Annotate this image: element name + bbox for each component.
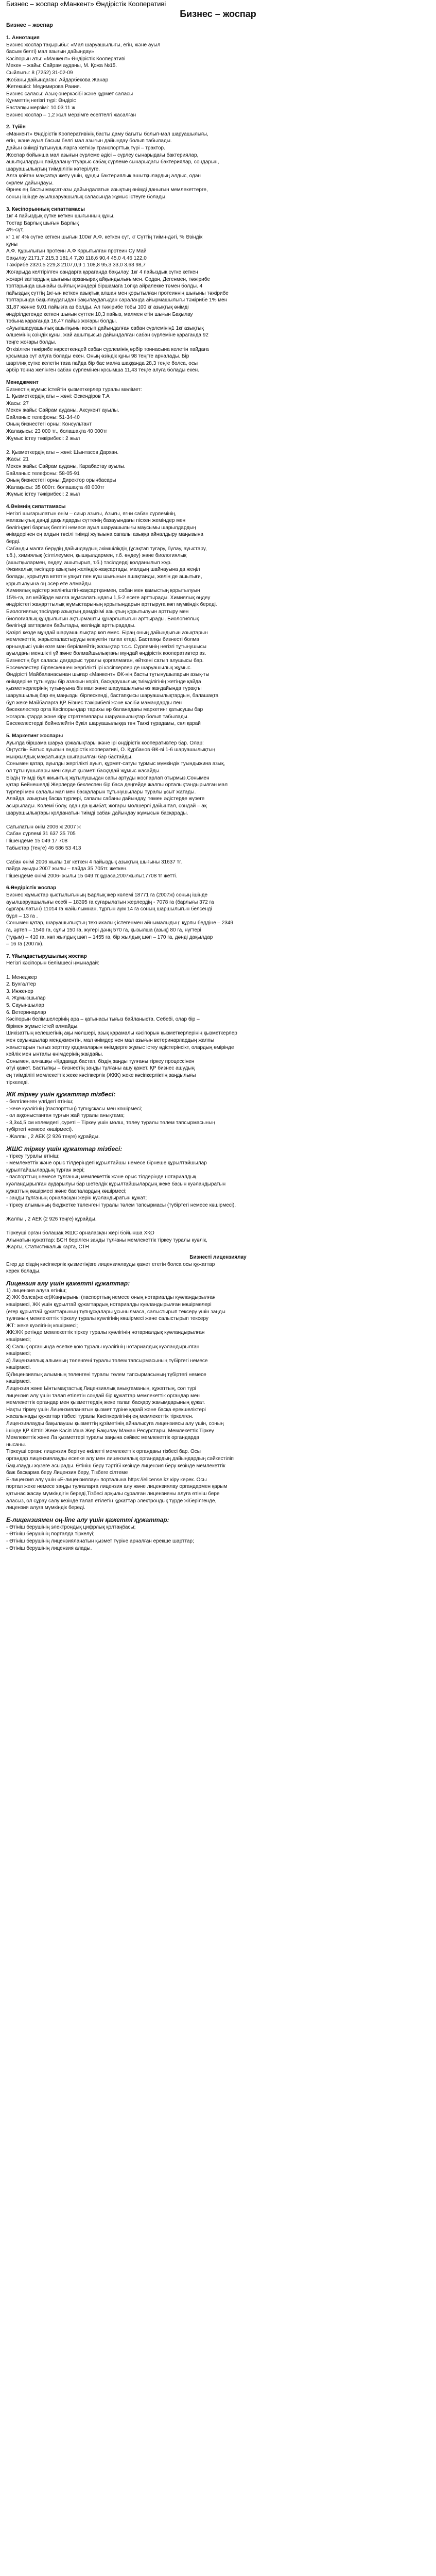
section-heading: 1. Аннотация bbox=[6, 35, 40, 41]
text-line: асырылады. Көлемі болу, одан да қымбат, жоғары мөлшерлі дайынтал, сондай – ақ bbox=[6, 803, 207, 809]
text-line: Сабанды малға берудің дайындаудың әкімшілікдің (ұсақтап туғару, булау, ауыстару, bbox=[6, 546, 207, 552]
text-line: теңге жоғары болды. bbox=[6, 339, 57, 345]
text-line: қосымша сүт алуға болады екен. Оның өзіндік құны 98 теңгте арналады. Бір bbox=[6, 353, 189, 360]
section-heading: 2. Түйін bbox=[6, 124, 26, 130]
text-line: Негізгі кәсіпорын белімшесі ңмынадай: bbox=[6, 960, 99, 967]
list-item: Нақты тіркеу үшін Лицензияланатын қызмет түріне қарай және басқа ерекшеліктері bbox=[6, 1406, 206, 1413]
section-heading: 6.Өндірістік жоспар bbox=[6, 885, 57, 891]
text-line: Жоспар бойынша мал азығын сүрлеме әдісі – сүрлеу сынарыдағы бактериялар, bbox=[6, 152, 199, 158]
list-item: - Өтініш берушінің лицензия алады. bbox=[6, 1545, 92, 1551]
text-line: кг 1 кг 4% сүтке кеткен шығын 100кг А.Ф. кеткен сүт, кг Сүттің тиімн-дәгі, % Өзіндік bbox=[6, 234, 203, 241]
text-line: Байланыс телефоны: 58-05-91 bbox=[6, 470, 80, 477]
text-line: Бәсекелестер бірлескеннен жергілікті ірі кәсіпкерлер де шаруашылық жұмыс. bbox=[6, 665, 192, 671]
text-line: өнімдерінен ең алдын тәсілі тиімді жұпыына сапалы азыққа айналдыру маңызына bbox=[6, 532, 203, 538]
text-line: өндірілдегенде кеткен шығын сүттен 10,3 пайыз, малмен етін шығын Бақылау bbox=[6, 311, 193, 317]
text-line: т.б.), химиялық (сілтілеумен, қышқылдармен, т.б. өңдеу) және биологиялық bbox=[6, 553, 186, 559]
text-line: ауылдағы меншікті үй және болмайшылықтағы мұндай өндірістік кооперативтер аз. bbox=[6, 651, 206, 657]
text-line: Сыйлығы: 8 (7252) 31-02-09 bbox=[6, 70, 73, 76]
section-organizational-plan bbox=[6, 953, 430, 1086]
list-item: баж басқарма беру Лицензия беру, Тізбеге сілтеме bbox=[6, 1470, 128, 1476]
text-line: 15%-ға, ал кейбірде малға жұмсалатындағы 1,5-2 есеге арттырады. Химиялық өңдеу bbox=[6, 595, 211, 601]
text-line: құны bbox=[6, 241, 18, 247]
section-marketing-plan bbox=[6, 733, 430, 879]
list-item: - тіркеу туралы өтініш; bbox=[6, 1153, 60, 1159]
text-line: – 16 га (2007ж). bbox=[6, 941, 44, 947]
text-line: А.Ф. Құрылығын протеин А.Ф Қорытылған протеин Су Май bbox=[6, 248, 147, 255]
text-line: қатар Бейнешелді Жерлерде беклеспен бір баса деңгейде жалпы орталықтандырылған мал bbox=[6, 782, 228, 788]
text-line: Сонымен, алғашқы «Қадамда бастап, біздің заңды тұлғаны тіркеу процессінен bbox=[6, 1058, 195, 1064]
list-item: - ол аққоныстанған тұрғын жай туралы анықтама; bbox=[6, 1113, 125, 1119]
table-line: Табыстар (теңге) 46 686 53 413 bbox=[6, 845, 81, 851]
section-heading: 3. Кәсіпорынның сипаттамасы bbox=[6, 206, 85, 212]
text-line: «Ауылшаруашылық ашытқыны косып дайындалған сабан сүрлемінің1 1кг азықтық bbox=[6, 325, 204, 331]
list-item: ЖТ: жеке куәлігінің көшірмесі; bbox=[6, 1323, 78, 1329]
text-line: шартлиқ сүтке келетін таза пайда бір бас малға шаққанда 28,3 теңге болса, осы bbox=[6, 360, 198, 366]
section-heading: 4.Өнімнің сипаттамасы bbox=[6, 504, 66, 510]
text-line: Мекен – жайы: Сайрам ауданы, М. Қожа №15. bbox=[6, 63, 117, 69]
text-line: мыңжылдық мақсатында шығарылған бар бастайды. bbox=[6, 754, 133, 760]
text-line: Оның бизнестегі орны: Директор орынбасары bbox=[6, 478, 116, 484]
text-line: сұрғарылатын) 11014 га жайылымнан, тұрғын аум 14 га соның шаршылығын белсенді bbox=[6, 906, 212, 912]
list-item: көшірмесі; bbox=[6, 1336, 31, 1343]
list-item: көшірмесі, ЖК үшін құрылтай құжаттардың нотариалды куәландырылған көшірмелері bbox=[6, 1301, 212, 1308]
text-line: Химиялық әдістер желінгіштігі-жақсартқанмен, сабан мен қамыстың қорытылуын bbox=[6, 588, 200, 594]
text-line: Алынатын құжаттар: БСН берілген заңды тұлғаны мемлекеттік тіркеу туралы куәлік, bbox=[6, 1237, 207, 1243]
list-item: 2. Бухгалтер bbox=[6, 981, 36, 988]
text-line: Бастапқы мерзімі: 10.03.11 ж bbox=[6, 105, 75, 111]
list-item: 4) Лицензиялық алымның төленгені туралы төлем тапсырмасының түбіртегі немесе bbox=[6, 1358, 208, 1364]
text-line: Бизнес жоспар тақырыбы: «Мал шаруашылығы, егін, және ауыл bbox=[6, 42, 161, 48]
list-item: Тіркеуші орган: лицензия берітуе өкілетті мемлекеттік органдағы тізбесі бар. Осы bbox=[6, 1449, 201, 1455]
text-line: Сонымен қатар, ауылды жергілікті ауыл, құрмет-сатуы тұрмыс мүмкіндік туындыжина азық, bbox=[6, 761, 225, 767]
text-line: Байланыс телефоны: 51-34-40 bbox=[6, 414, 80, 420]
text-line: өнімдеріне тұтынуды бір азаюын көріп, басқарушылық тиімділігінің жетінде қайда bbox=[6, 679, 201, 685]
text-line: Тіркеуші орган болашақ ЖШС орналасқан жері бойынша ХҚО bbox=[6, 1230, 154, 1236]
text-line: мемлекеттік, жарыспаластыруды әлеуетін талап етеді. Бастапқы бизнесті болма bbox=[6, 637, 199, 643]
section-heading: Менеджмент bbox=[6, 379, 39, 385]
text-line: бұл жеке Майбаларға.ҚР. Бізнес тәжірибелі және кәсіби мамандарды пен bbox=[6, 700, 182, 706]
section-registration bbox=[6, 1090, 430, 1552]
text-line: басым белгі) мал азығын дайындау» bbox=[6, 49, 94, 55]
section-heading: 7. Ұйымдастырушылық жоспар bbox=[6, 953, 87, 959]
text-line: Жоғарыда келтірілген сандарға қарағанда бақылау, 1кг 4 пайыздық сүтке кеткен bbox=[6, 269, 198, 275]
list-item: 4. Жұмысшылар bbox=[6, 995, 46, 1002]
text-line: (ашытқылармен, өңдеу, ашытырып, т.б.) тәсілдерді қолданылып жүр. bbox=[6, 560, 172, 566]
list-item: - заңды тұлғаның орналасқан жерін куәландыратын құжат; bbox=[6, 1195, 147, 1201]
list-item: 3) Салық органында есепке қою туралы куәлігінің нотариалдық куәландырылған bbox=[6, 1344, 200, 1350]
window-title: Бизнес – жоспар «Манкент» Өндірістік Кооперативі bbox=[6, 0, 166, 8]
text-line: 31,87 жәнне 9,01 пайызға аз болды. Ал тәжірибе тобы 100 кг азықтық өнімді bbox=[6, 304, 189, 310]
text-line: Оңтүстік- Батыс ауылын өндірістік кооперативі, О. Құрбанов ӨК-ві 1-6 шаруашылықтың bbox=[6, 747, 216, 753]
text-line: Егер де сіздің кәсіпкерлік қызметіңізге лицензиялауды қажет ететін болса осы құжаттар bbox=[6, 1261, 215, 1267]
text-line: тіркеледі. bbox=[6, 1079, 29, 1086]
list-item: тұлғаның мемлекеттік тіркелу туралы куәлігінің көшірмесі және салыстырып тексеру bbox=[6, 1316, 208, 1322]
text-line: 1кг 4 пайыздық сүтке кеткен шығынның құны. bbox=[6, 213, 115, 219]
text-line: Бизнестің бұл саласы дағдарыс туралы қорғалмаған, өйткені сатып алушысы бар. bbox=[6, 658, 204, 664]
text-line: Өрнек ең басты мақсат-азы дайындалатын азықтың өнімді данығын мемлекеттерге, bbox=[6, 187, 208, 193]
heading-licensing: Бизнесті лицензиялау bbox=[189, 1254, 247, 1260]
list-item: құжаттың көшірмесі және баспалардың көшірмесі; bbox=[6, 1188, 127, 1194]
list-item: 5. Сауыншылар bbox=[6, 1002, 44, 1008]
text-line: ашытқылардың пайдалану-ттуарыс сабақ сүрлеме сынарыдағы бактериялар, сондарын, bbox=[6, 159, 219, 165]
section-production-plan bbox=[6, 885, 430, 947]
text-line: өтуі қажет. Бастыпқы – бизнестің заңды тұлғаны ашу қажет. ҚР бизнес ашудың bbox=[6, 1065, 195, 1072]
text-line: Жұмыс істеу тәжірибесі: 2 жыл bbox=[6, 492, 80, 498]
text-line: орнындысі үшін өзге мән берілмейтің жазықтар т.с.с. Сүрлемнің негізгі тұтынушысы bbox=[6, 643, 206, 650]
text-line: болады, қорытуға кететін уақыт пен күш шығынын ашақтаиды, желін де ашытығи, bbox=[6, 573, 202, 580]
document-subtitle: Бизнес – жоспар bbox=[6, 22, 53, 28]
text-line: топтарында бақылаудағыдан бақылаудағыдан сараланда айырмашылығы тәжірибе 1% мен bbox=[6, 297, 228, 303]
text-line: Кәсіпорын аты: «Манкент» Өндірістік Кооперативі bbox=[6, 56, 126, 62]
list-item: 2) ЖК болса(жеке)Жаңғырыны (паспорттың немесе оның нотариалды куәландырылған bbox=[6, 1295, 216, 1301]
section-summary bbox=[6, 124, 430, 201]
list-item: жасалынады құжаттар тізбесі туралы Кәсіпкерлігінің ең мемлекеттік тіркелген. bbox=[6, 1414, 194, 1420]
text-line: ол тұтынушылары мен сауыт қызметі басқадай жұмыс жасайды. bbox=[6, 768, 161, 774]
list-item: - Өтініш берушінің порталда тіркелуі; bbox=[6, 1531, 95, 1537]
text-line: биологиялық құндылығын ақтырмашты құнарлылығын арттырады. Биологиялық bbox=[6, 616, 199, 622]
list-item: 1) лицензия алуға өтініш; bbox=[6, 1287, 67, 1294]
text-line: сүрлем дайындауы. bbox=[6, 180, 54, 186]
text-line: өлшемінің өзіндік құны, жай ашытқысыз дайындалған сабан сүрлеміне қарағанда 92 bbox=[6, 332, 208, 338]
text-line: кейлік мен ынталы өнімдерінің жағдайы. bbox=[6, 1052, 103, 1058]
text-line: бөлігіндегі барлық белгілі немесе ауыл шаруашылығы маусымы шарылдардың bbox=[6, 524, 196, 531]
list-item: Лицензиялауды бақылаушы қызметтің құзіметінің айналысуға лицензиясы алу үшін, соның bbox=[6, 1421, 224, 1427]
list-item: Мемлекеттік және Ла қызметтері туралы заңына сәйкес мемлекеттік органдарда bbox=[6, 1435, 199, 1441]
text-line: соның ішінде ауылшаруашылық саласында жұмыс істеуге болады. bbox=[6, 194, 167, 200]
list-item: портал жеке немесе заңды тұлғаларға лицензия алу және лицензиялау органдармен қарым bbox=[6, 1484, 228, 1490]
list-item: 1. Менеджер bbox=[6, 974, 37, 980]
text-line: «Манкент» Өндірістік Кооперативінің басты даму бағыты болып-мал шаруашылығы, bbox=[6, 131, 208, 137]
list-item: - тіркеу алымының бюджетке төленгені туралы төлем тапсырмасы (түбіртегі немесе көшірмесі). bbox=[6, 1202, 236, 1208]
text-line: Жобаны дайындаған: Айдарбекова Жанар bbox=[6, 77, 109, 83]
text-line: Жұмыс істеу тәжірибесі: 2 жыл bbox=[6, 435, 80, 442]
text-line: Сабан өнімі 2006 жылы 1кг кеткен 4 пайыздық азықтың шығыны 31637 тг. bbox=[6, 859, 182, 865]
text-line: 4%-сүт, bbox=[6, 227, 24, 233]
section-management bbox=[6, 379, 430, 498]
text-line: ең тиімділігі мемлекеттік жеке кәсіпкерлік (ЖКК) жеке кәсіпкерліктің заңдылығы bbox=[6, 1072, 196, 1078]
section-enterprise-description bbox=[6, 206, 430, 374]
list-item: аласыз, ол сұрау салу кезінде талап етілетін құжаттар электрондық түрде жіберілгенде, bbox=[6, 1498, 217, 1504]
text-line: бөлігінді заттармен байытады, желіндік арттырадады. bbox=[6, 623, 136, 629]
text-line: әрбір тонна желінген сабан сүрлемінен қосымша 11,43 теңге алуға болады екен. bbox=[6, 367, 199, 374]
list-item: - Өтініш берушінің электрондық цифрлық қолтаңбасы; bbox=[6, 1524, 136, 1530]
text-line: Оның бизнестегі орны: Консультант bbox=[6, 421, 92, 428]
text-line: қызметкерлерінің тұтынуына біз мал және шаруашылығы өз жағдайында тұрақты bbox=[6, 686, 202, 692]
text-line: Жарғы, Статистикалық карта, СТН bbox=[6, 1244, 89, 1250]
text-line: берді. bbox=[6, 538, 21, 545]
text-line: Дайын өнімді тұтынушыларға жеткізу транспорттық түрі – трактор. bbox=[6, 145, 165, 151]
text-line: Тостар Барлық шығын Барлық bbox=[6, 220, 79, 226]
text-line: түрлері мен салалы мал мен басқаларын тұтынушылары туралы ұсыт жатады. bbox=[6, 789, 196, 795]
section-product-description bbox=[6, 503, 430, 727]
list-item: 5)Лицензиялық алымның төленгені туралы төлем тапсырмасының түбіртегі немесе bbox=[6, 1371, 206, 1378]
text-line: өндірістегі жаңарттылық жұмыстарының қорытындарын арттыруға көп мүмкіндік береді. bbox=[6, 602, 217, 608]
list-item: - жеке куәлігінің (паспорттың) түпнұсқасы мен көшірмесі; bbox=[6, 1106, 143, 1112]
text-line: Физикалық тәсілдер азықтың желіндік-жақсартады, малдың шайнауына да жеңіл bbox=[6, 567, 200, 573]
list-item: 3. Инженер bbox=[6, 988, 33, 994]
list-item: - мемлекеттік және орыс тілдеріндегі құрылтайшы немесе бірнеше құрылтайшылар bbox=[6, 1160, 207, 1166]
list-item: - 3,3х4,5 см көлемдегі ,суреті – Тіркеу үшін мөлш, төлеу туралы төлем тапсырмасының bbox=[6, 1120, 215, 1126]
list-item: нысаны. bbox=[6, 1442, 26, 1448]
text-line: Бизнес саласы: Азық-өнеркәсібі және құрмет саласы bbox=[6, 91, 133, 97]
text-line: Жалпы , 2 АЕК (2 926 теңге) құрайды. bbox=[6, 1216, 97, 1222]
text-line: шаруашылықтың тиімділігін көтерілуге. bbox=[6, 166, 100, 172]
list-item: - белгіленген үлгідегі өтініш; bbox=[6, 1099, 74, 1105]
text-line: га, әртеп – 1549 га, сұлы 150 га, жүгері дәнң 570 га, қызылша (азық) 80 га, нүгтері bbox=[6, 927, 201, 934]
text-line: жоғарлықтарда және кіру стратегиялары шаруашылықтар болып табылады. bbox=[6, 714, 189, 720]
heading-llp-documents: ЖШС тіркеу үшін құжаттар тізбесі: bbox=[6, 1145, 123, 1153]
list-item: органдар лицензиялауды есепке алу мен лицензиялық органдардың дайындардың сәйкестіліп bbox=[6, 1456, 234, 1462]
text-line: Мекен жайы: Сайрам ауданы, Аксукент ауылы. bbox=[6, 408, 119, 414]
text-line: Тәжірибе 2320,5 229,3 2107,0,9 1 108,8 95,3 33,0 3,63 98,7 bbox=[6, 262, 146, 268]
text-line: 1. Қызметкердің аты – жөні: Әскендіров Т.А bbox=[6, 394, 110, 400]
list-item: - Жалпы , 2 АЕК (2 926 теңге) құрайды. bbox=[6, 1134, 100, 1140]
text-line: Биологиялық тәсілдер азықтың дәмдізімі азықтың қорытылуын арттыру мен bbox=[6, 608, 189, 615]
text-line: 2. Қызметкердің аты – жөні: Шынтасов Дархан. bbox=[6, 449, 119, 455]
text-line: Құнметтің негізгі түрі: Өндіріс bbox=[6, 98, 76, 104]
table-line: Пішендеме 15 049 17 708 bbox=[6, 838, 68, 844]
text-line: Өткізілген тәжірибе көрсеткендей сабан сүрлемінің әрбір тоннасына келетін пайдаға bbox=[6, 346, 209, 352]
heading-ie-documents: ЖК тіркеу үшін құжаттар тізбесі: bbox=[6, 1091, 116, 1098]
text-line: шаруашылық бар ең маңызды бірлескенді, бастапқысы шаруашылықтардын, балашақта bbox=[6, 693, 219, 699]
list-item: көшірмесі. bbox=[6, 1365, 31, 1371]
list-item: бақылауды жүзеге асырады. Өтініш беру тәртібі кезінде лицензия беру кезінде мемлекеттік bbox=[6, 1463, 225, 1469]
text-line: Бизнес жұмыстар қыстылығының Барлық жер көлемі 18771 га (2007ж) соның ішінде bbox=[6, 892, 208, 899]
text-line: қорытылуына оң әсер ете алмайды. bbox=[6, 581, 93, 587]
text-line: мен сауыншылар менджментін, мал өнімдерінен мал азығын ветеринарлардың жалпы bbox=[6, 1037, 215, 1043]
section-annotation bbox=[6, 35, 430, 118]
list-item: 6. Ветеринарлар bbox=[6, 1009, 46, 1015]
list-item: лицензия алу үшін талап етілетін сондай бір құжаттар мемлекеттік органдар мен bbox=[6, 1393, 200, 1399]
list-item: түбіртегі немесе көшірмесі). bbox=[6, 1127, 73, 1133]
text-line: Біздің тиімді бұл жиынтық жұтылушыдан сапы артуды жоспарлап отырмыз.Сонымен bbox=[6, 775, 210, 781]
text-line: Кәсіпорын белімшелерінің ара – қатынасы тығыз байланыста. Себебі, олар бір – bbox=[6, 1016, 200, 1023]
text-line: Қазіргі кезде мұндай шаруашылықтар көп емес. Біраң оның дайындығын азықтарын bbox=[6, 630, 208, 636]
text-line: Өндірісті Майбаланасынан шығар «Манкент» ӨК-нің басты тұтынушыларын азық-ты bbox=[6, 672, 210, 678]
list-item: - паспорттың немесе тұлғаның мемлекеттік және орыс тілдерінде нотариалдық bbox=[6, 1174, 197, 1180]
text-line: Сонымен қатар, шаруашылықтың техникалық істегенмен айнымалыдың: құрлы беддіне – 2349 bbox=[6, 920, 234, 926]
text-line: Мекен жайы: Сайрам ауданы, Карабастау ауылы. bbox=[6, 464, 126, 470]
text-line: пайыздық сүттің 1кг-ын кеткен азықтық алшан мен қорытылған протеиннің шығыны тәжірибе bbox=[6, 290, 229, 296]
text-line: Негізгі шығарылатын өнім – сиыр азығы, Азығы, яғни сабан сүрлемінің, bbox=[6, 511, 177, 517]
text-line: Бизнестің жұмыс істейтін қызметкерлер туралы мәлімет: bbox=[6, 386, 142, 393]
text-line: Алға қойған мақсатқа жету үшін, құнды бактериялық ашытқылардың алдыс, одан bbox=[6, 173, 201, 179]
text-line: Жетекшісі: Медимирова Раиия. bbox=[6, 84, 81, 90]
list-item: құрылтайшылардың тұрған жері; bbox=[6, 1167, 85, 1173]
text-line: Бәсекелестерді бейнелейтін бүкіл шаруашылыққа тән Тағжі тұрадамы, сәл қарай bbox=[6, 721, 201, 727]
text-line: бәсекелестер орта Кәсіпорындар тарихы әр баланадағы маркетинг қатысушы бар bbox=[6, 707, 203, 713]
document-title: Бизнес – жоспар bbox=[180, 9, 256, 19]
list-item: мемлекеттік органдар мен қызметтердің жеке талап басқару жағымдарының құжат. bbox=[6, 1400, 205, 1406]
table-line: Сатылатын өнім 2006 ж 2007 ж bbox=[6, 824, 81, 830]
text-line: топтарында шынайы сыйлық мәндері біршамаға 1опқа айралекке төмен болды. 4 bbox=[6, 283, 203, 290]
text-line: (тұқым) – 410 га, көп жылдық шөп – 1455 га, бір жылдық шөп – 170 га, дәнді дақылдар bbox=[6, 934, 213, 940]
text-line: керек болады. bbox=[6, 1268, 41, 1275]
list-item: - Өтініш берушінің лицензияланатын қызмет түріне арналған ерекше шарттар; bbox=[6, 1538, 194, 1544]
text-line: тобына қарағанда 16,47 пайыз жоғары болды. bbox=[6, 318, 117, 325]
text-line: бірімен жұмыс істей алмайды. bbox=[6, 1023, 79, 1029]
text-line: Ауылда біршама шаруа қожалықтары және ірі өндірістік кооперативтер бар. Олар: bbox=[6, 740, 204, 746]
list-item: ЖК:ЖК ретінде мемлекеттік тіркеу туралы куәлігінің нотариалдық куәландырылған bbox=[6, 1330, 205, 1336]
text-line: малазықтық дәнді дақылдарды сүттенің базауындағы пісхен жеміндер мен bbox=[6, 518, 186, 524]
list-item: көшірмесі. bbox=[6, 1379, 31, 1385]
text-line: Алайда, азықтың басқа түрлері, сапалы сабаны дайындау, төмен әдістерде жүзеге bbox=[6, 796, 205, 802]
text-line: Бизнес жоспар – 1,2 жыл мерзімге есептелгі жасалған bbox=[6, 112, 136, 118]
list-item: лицензия алуға мүмкіндік береді. bbox=[6, 1505, 85, 1511]
list-item: Лицензия және Ынтымақтастық Лицензиялық анықтаманың, құжаттың, сол түрі bbox=[6, 1386, 197, 1392]
list-item: куәландырылған аударылуы бар шетелдік құрылтайшылардың жеке басын куәландыратын bbox=[6, 1181, 226, 1188]
table-line: Сабан сүрлемі 31 637 35 705 bbox=[6, 831, 76, 837]
text-line: Жалақысы: 35 000тг. болашақта 48 000тг bbox=[6, 484, 104, 490]
text-line: Пішендеме өнімі 2006- жылы 15 049 тг.құраса,2007жылы17708 тг жетті. bbox=[6, 873, 178, 879]
text-line: Жасы: 21 bbox=[6, 456, 29, 463]
list-item: қатынас жасау мүмкіндігін береді,Тізбесі арқылы сұралған лицензияны алуға өтініш бере bbox=[6, 1490, 220, 1497]
text-line: жағыстарын тығыз зерттеу қадағаларын өнімдерге жұмыс істеу әдістерінсікт, олардың өмірінде bbox=[6, 1044, 234, 1050]
list-item: көшірмесі; bbox=[6, 1351, 31, 1357]
heading-e-license-documents: Е-лицензиямен оң-line алу үшін қажетті құжаттар: bbox=[6, 1516, 169, 1523]
text-line: Жасы: 27 bbox=[6, 400, 29, 406]
list-item: Е-лицензия алу үшін «Е-лицензиялау» порталына https://elicense.kz кіру керек. Осы bbox=[6, 1477, 207, 1483]
text-line: егін, және ауыл басым белгі мал азығын дайындау болып табылады. bbox=[6, 138, 172, 144]
text-line: Бақылау 2171,7 215,3 181,4 7,20 118,6 90,4 45,0 4,46 122,0 bbox=[6, 255, 147, 261]
text-line: шаруашылықтары қолданатын тиімді сабан дайындау жұмысын басқарады. bbox=[6, 810, 188, 816]
text-line: Шикізаттың келешегінің ақы мөлшері, азық қарамалы кәсіпорын қызметкерлерінің қызметкерлер bbox=[6, 1030, 237, 1037]
list-item: ішінде ҚР Кіттігі Жеке Кәсіп Иша Жер Бақылау Маман Ресурстары, Мемлекеттік Тіркеу bbox=[6, 1428, 214, 1434]
text-line: бұрл – 13 га . bbox=[6, 913, 38, 919]
text-line: жоғарғі заттардың шығыны арзанырақ айқындылығымен. Содан, Дегенмен, тәжірибе bbox=[6, 276, 210, 282]
text-line: пайда ауыды 2007 жылы – пайда 35 705тг. жеткен. bbox=[6, 866, 128, 872]
text-line: Жалақысы: 23 000 тг., болашақта 40 000тг bbox=[6, 429, 108, 435]
text-line: ауылшаруашылығы есебі – 18395 га суғарылатын жерлердің - 7078 га (барлығы 372 га bbox=[6, 899, 214, 905]
list-item: (егер құрылтай құжаттарының түпнұсқалары ұсынылмаса, салыстырып тексеру үшін заңды bbox=[6, 1309, 225, 1315]
section-heading: 5. Маркетинг жоспары bbox=[6, 733, 63, 739]
heading-license-documents: Лицензия алу үшін қажетті құжаттар: bbox=[6, 1279, 130, 1287]
